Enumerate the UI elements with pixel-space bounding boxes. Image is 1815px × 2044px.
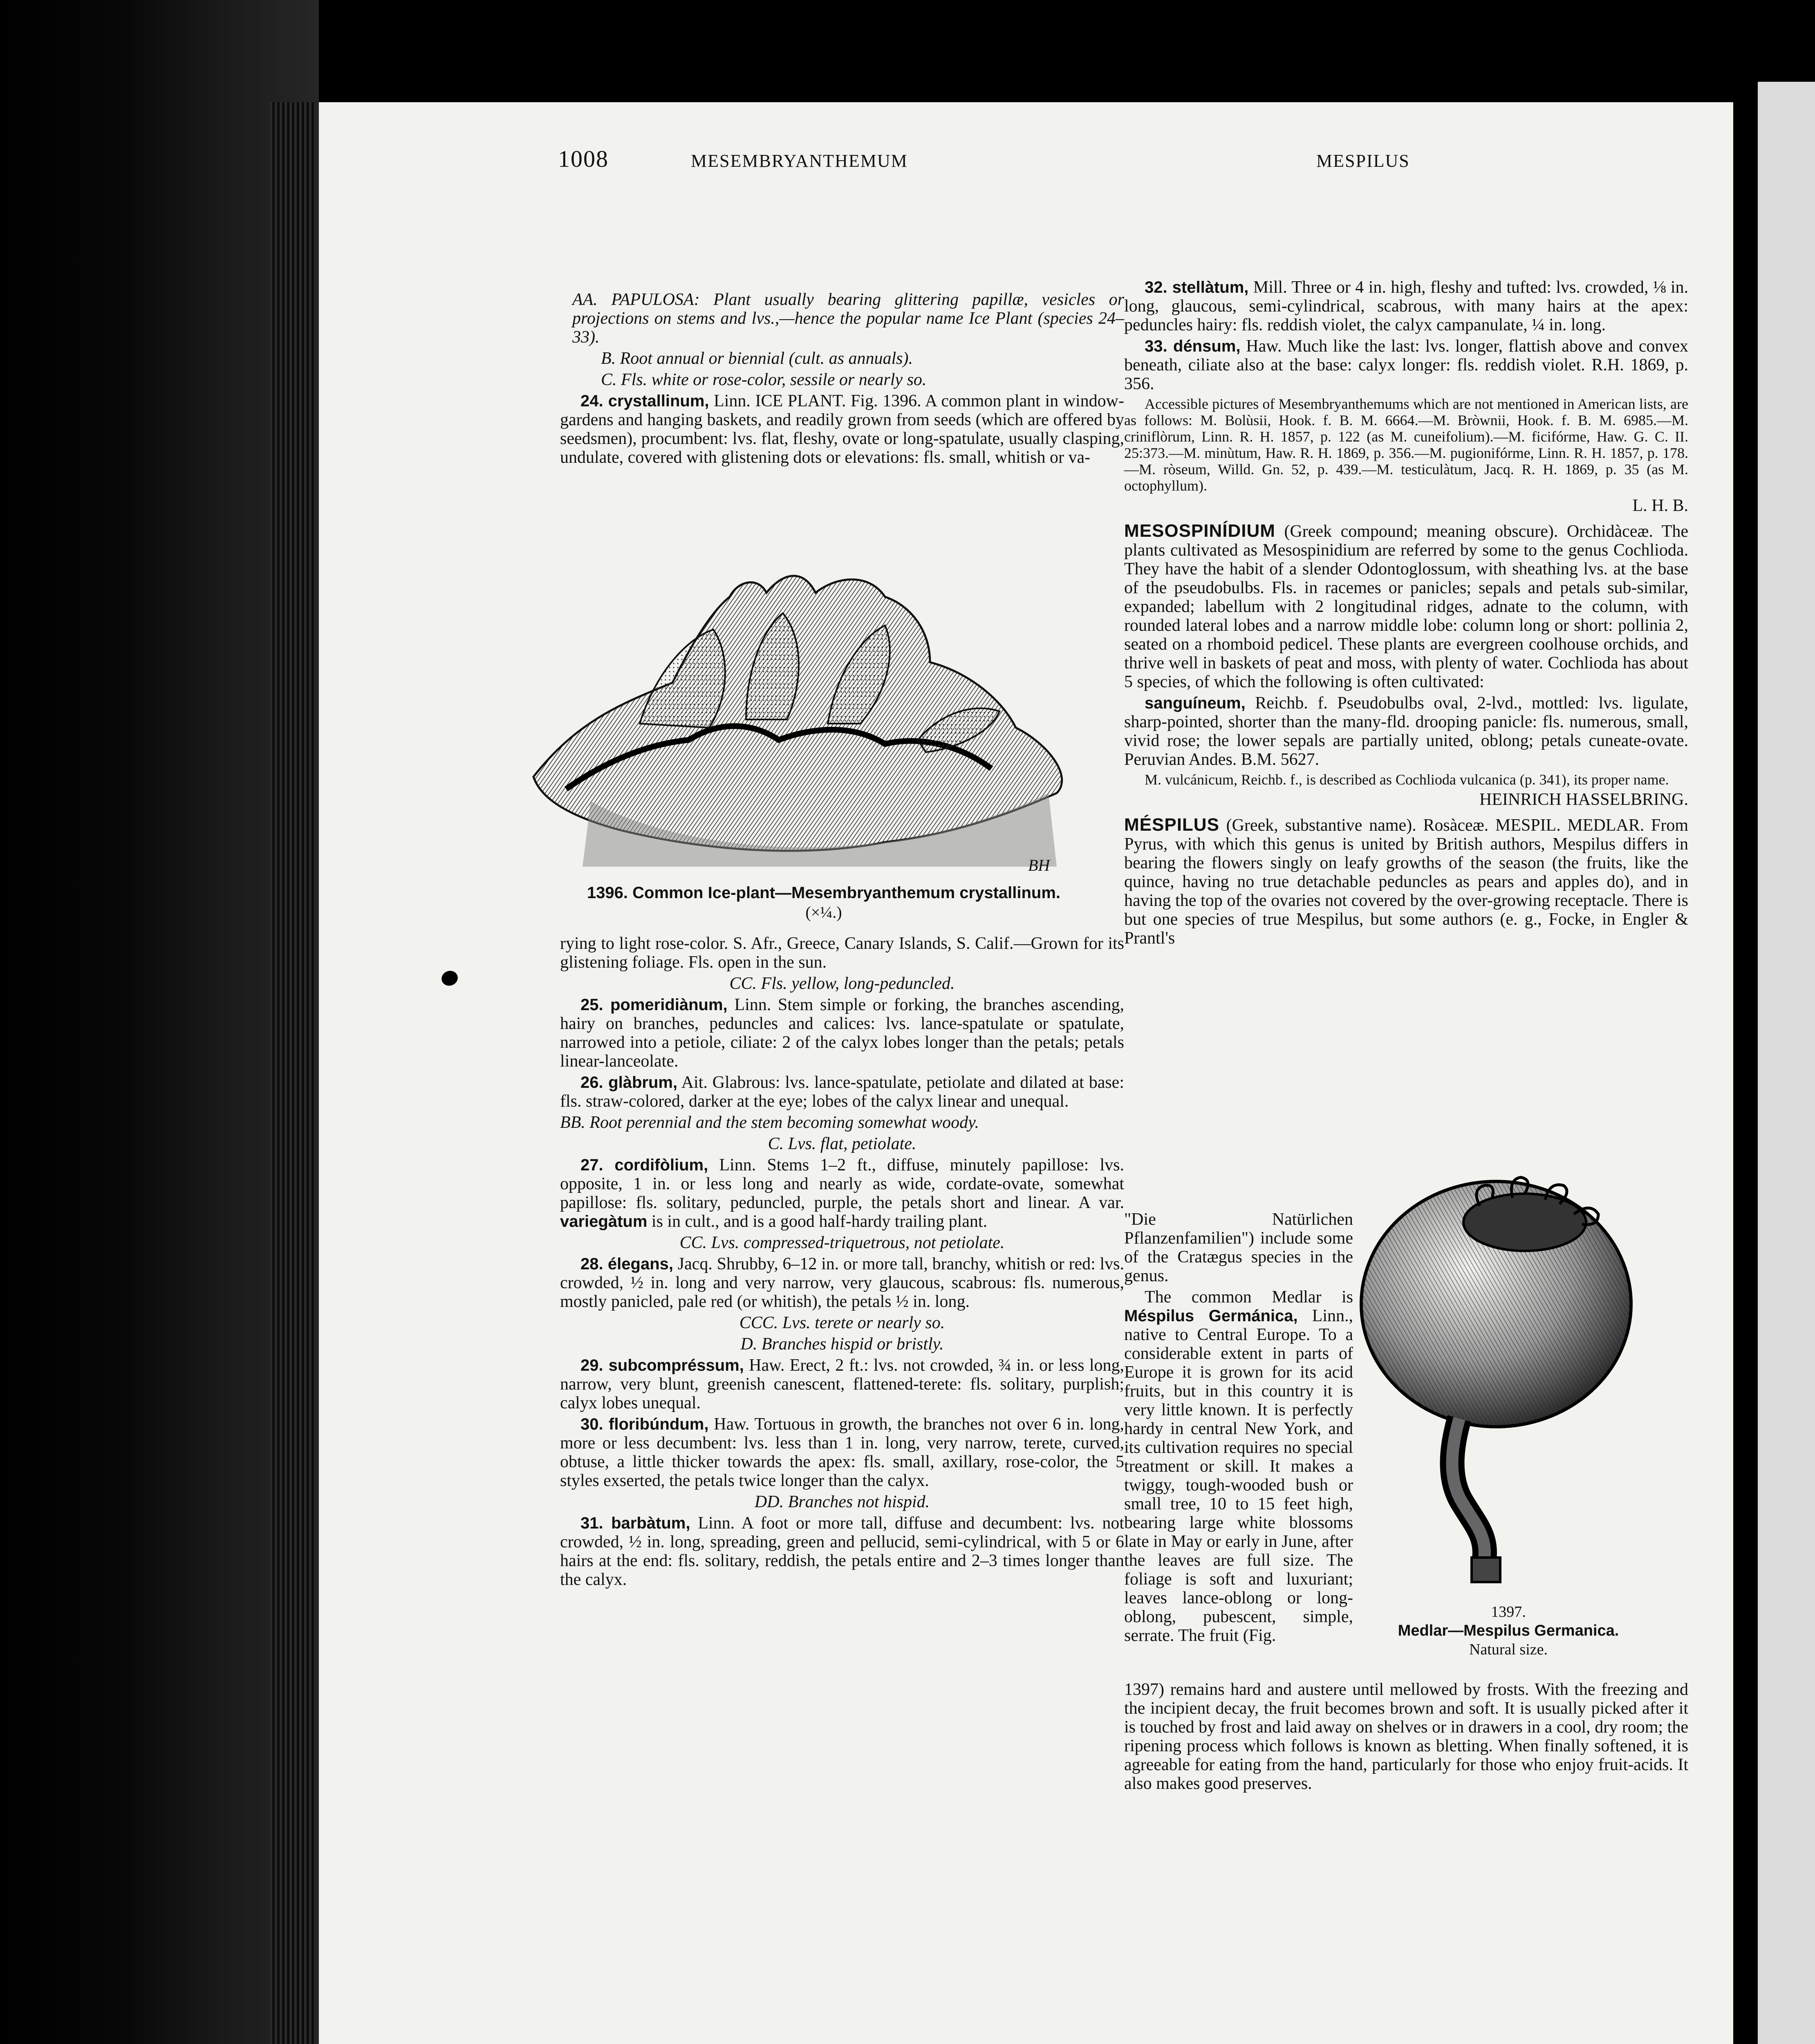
species-33-name: 33. dénsum, xyxy=(1145,337,1241,355)
key-cc-2: CC. Lvs. compressed-triquetrous, not petiolate. xyxy=(679,1233,1005,1252)
mespilus-entry xyxy=(1124,816,1688,948)
right-column-top xyxy=(1124,278,1688,950)
mesospinidium-entry xyxy=(1124,522,1688,691)
figure-1397-number: 1397. xyxy=(1491,1603,1526,1620)
species-27-name: 27. cordifòlium, xyxy=(580,1156,708,1174)
figure-1397-caption-text: Medlar—Mespilus Germanica. xyxy=(1398,1622,1619,1639)
key-bb: BB. Root perennial and the stem becoming somewhat woody. xyxy=(560,1113,979,1132)
page-edges xyxy=(270,102,315,2044)
left-running-title: MESEMBRYANTHEMUM xyxy=(691,151,908,171)
species-28 xyxy=(560,1255,1124,1311)
vulcanicum-note: M. vulcánicum, Reichb. f., is described as Cochlioda vulcanica (p. 341), its proper name. xyxy=(1145,771,1669,788)
svg-text:BH: BH xyxy=(1028,856,1050,874)
key-c-2: C. Lvs. flat, petiolate. xyxy=(768,1134,916,1153)
medlar-illustration xyxy=(1349,1169,1660,1598)
medlar-text: Linn., native to Central Europe. To a considerable extent in parts of Europe it is grown for its acid fruits, but in this country it is very little known. It is perfectly hardy in central New York, and its cultivation requires no special treatment or skill. It makes a twiggy, tough-wooded bush or small tree, 10 to 15 feet high, bearing large white blossoms late in May or early in June, after the leaves are full size. The foliage is soft and luxuriant; leaves lance-oblong or long-oblong, pubescent, simple, serrate. The fruit (Fig. xyxy=(1124,1307,1353,1645)
species-33 xyxy=(1124,337,1688,393)
left-column-top xyxy=(560,290,1124,469)
ice-plant-illustration xyxy=(517,548,1089,895)
key-b: B. Root annual or biennial (cult. as annuals). xyxy=(601,349,913,368)
species-25-name: 25. pomeridiànum, xyxy=(580,996,728,1014)
species-30 xyxy=(560,1415,1124,1490)
species-24-text: Linn. ICE PLANT. Fig. 1396. A common plant in window-gardens and hanging baskets, and readily grown from seeds (which are offered by seedsmen), procumbent: lvs. flat, fleshy, ovate or long-spatulate, usually clasping, undulate, covered with glistening dots or elevations: fls. small, whitish or va- xyxy=(560,392,1124,467)
left-column-bottom xyxy=(560,934,1124,1591)
right-running-title: MESPILUS xyxy=(1316,151,1410,171)
species-32 xyxy=(1124,278,1688,334)
sanguineum-name: sanguíneum, xyxy=(1145,694,1246,712)
species-26-text: Ait. Glabrous: lvs. lance-spatulate, petiolate and dilated at base: fls. straw-colored, darker at the eye; lobes of the calyx linear and unequal. xyxy=(560,1073,1124,1111)
page-number: 1008 xyxy=(558,146,609,172)
species-25 xyxy=(560,995,1124,1071)
figure-1397-caption xyxy=(1349,1602,1668,1659)
key-cc-1: CC. Fls. yellow, long-peduncled. xyxy=(729,974,955,993)
medlar-end: 1397) remains hard and austere until mellowed by frosts. With the freezing and the incipient decay, the fruit becomes brown and soft. It is usually picked after it is touched by frost and laid away on shelves or in drawers in a cool, dry room; the ripening process which follows is known as bletting. When finally softened, it is agreeable for eating from the hand, particularly for those who enjoy fruit-acids. It also makes good preserves. xyxy=(1124,1680,1688,1793)
figure-1397-scale: Natural size. xyxy=(1469,1641,1548,1658)
species-31-text: Linn. A foot or more tall, diffuse and decumbent: lvs. not crowded, ½ in. long, spreading, green and pellucid, semi-cylindrical, with 5 or 6 hairs at the end: fls. solitary, reddish, the petals entire and 2–3 times longer than the calyx. xyxy=(560,1514,1125,1589)
species-29-text: Haw. Erect, 2 ft.: lvs. not crowded, ¾ in. or less long, narrow, very blunt, greenish canescent, flattened-terete: fls. solitary, purplish; calyx lobes unequal. xyxy=(560,1356,1124,1412)
species-24-name: 24. crystallinum, xyxy=(580,392,709,410)
sanguineum-entry xyxy=(1124,694,1688,769)
signature-lhb: L. H. B. xyxy=(1632,496,1688,515)
figure-1396-caption xyxy=(568,883,1079,922)
right-column-narrow xyxy=(1124,1210,1353,1647)
key-aa: AA. PAPULOSA: Plant usually bearing glittering papillæ, vesicles or projections on stems and lvs.,—hence the popular name Ice Plant (species 24–33). xyxy=(572,290,1124,347)
species-26-name: 26. glàbrum, xyxy=(580,1074,678,1091)
figure-1396-caption-text: 1396. Common Ice-plant—Mesembryanthemum crystallinum. xyxy=(587,884,1061,902)
species-25-text: Linn. Stem simple or forking, the branches ascending, hairy on branches, peduncles and calices: lvs. lance-spatulate or spatulate, narrowed into a petiole, ciliate: 2 of the calyx lobes longer than the petals; petals linear-lanceolate. xyxy=(560,995,1124,1071)
species-28-name: 28. élegans, xyxy=(580,1255,674,1273)
figure-1396-scale: (×¼.) xyxy=(805,903,842,921)
species-32-text: Mill. Three or 4 in. high, fleshy and tufted: lvs. crowded, ⅛ in. long, glaucous, semi-cylindrical, scabrous, with many hairs at the apex: peduncles hairy: fls. reddish violet, the calyx campanulate, ¼ in. long. xyxy=(1124,278,1689,334)
mespilus-text: (Greek, substantive name). Rosàceæ. MESPIL. MEDLAR. From Pyrus, with which this genus is united by British authors, Mespilus differs in bearing the flowers singly on leafy growths of the season (the fruits, like the quince, having no true detachable peduncles as pears and apples do), and in having the top of the ovaries not covered by the over-growing receptacle. There is but one species of true Mespilus, but some authors (e. g., Focke, in Engler & Prantl's xyxy=(1124,816,1689,948)
species-24-continued: rying to light rose-color. S. Afr., Greece, Canary Islands, S. Calif.—Grown for its glistening foliage. Fls. open in the sun. xyxy=(560,934,1124,972)
species-29-name: 29. subcompréssum, xyxy=(580,1356,744,1374)
species-33-text: Haw. Much like the last: lvs. longer, flattish above and convex beneath, ciliate also at the base: calyx longer: fls. reddish violet. R.H. 1869, p. 356. xyxy=(1124,337,1688,393)
species-27 xyxy=(560,1156,1124,1231)
mesospinidium-text: (Greek compound; meaning obscure). Orchidàceæ. The plants cultivated as Mesospinidium are referred by some to the genus Cochlioda. They have the habit of a slender Odontoglossum, with sheathing lvs. at the base of the pseudobulbs. Fls. in racemes or panicles; sepals and petals sub-similar, expanded; labellum with 2 longitudinal ridges, adnate to the column, with rounded lateral lobes and a narrow middle lobe: column long or short: pollinia 2, seated on a rhomboid pedicel. These plants are evergreen coolhouse orchids, and thrive well in baskets of peat and moss, with plenty of water. Cochlioda has about 5 species, of which the following is often cultivated: xyxy=(1124,522,1688,691)
species-30-text: Haw. Tortuous in growth, the branches not over 6 in. long, more or less decumbent: lvs. less than 1 in. long, very narrow, terete, curved, obtuse, a little thicker towards the apex: fls. small, axillary, rose-color, the 5 styles exserted, the petals twice longer than the calyx. xyxy=(560,1415,1125,1490)
signature-hasselbring: HEINRICH HASSELBRING. xyxy=(1479,790,1688,809)
medlar-intro: The common Medlar is xyxy=(1145,1288,1353,1307)
mespilus-heading: MÉSPILUS xyxy=(1124,815,1219,835)
species-26 xyxy=(560,1073,1124,1111)
medlar-entry xyxy=(1124,1288,1353,1645)
mesospinidium-heading: MESOSPINÍDIUM xyxy=(1124,521,1275,541)
key-c: C. Fls. white or rose-color, sessile or nearly so. xyxy=(601,370,927,389)
species-27-text: Linn. Stems 1–2 ft., diffuse, minutely papillose: lvs. opposite, 1 in. or less long and nearly as wide, cordate-ovate, somewhat papillose: fls. solitary, peduncled, purple, the petals short and linear. A var. xyxy=(560,1156,1125,1212)
key-dd: DD. Branches not hispid. xyxy=(754,1493,930,1511)
species-28-text: Jacq. Shrubby, 6–12 in. or more tall, branchy, whitish or red: lvs. crowded, ½ in. long and very narrow, very glaucous, scabrous: fls. numerous, mostly panicled, pale red (or whitish), the petals ½ in. long. xyxy=(560,1255,1124,1311)
mespilus-narrow: "Die Natürlichen Pflanzenfamilien") include some of the Cratægus species in the genus. xyxy=(1124,1210,1353,1285)
species-29 xyxy=(560,1356,1124,1412)
species-27-variety: variegàtum xyxy=(560,1213,648,1230)
species-31-name: 31. barbàtum, xyxy=(580,1514,690,1532)
key-d: D. Branches hispid or bristly. xyxy=(740,1335,944,1354)
pictures-note: Accessible pictures of Mesembryanthemums which are not mentioned in American lists, are as follows: M. Bolùsii, Hook. f. B. M. 6664.—M. Bròwnii, Hook. f. B. M. 6985.—M. criniflòrum, Linn. R. H. 1857, p. 122 (as M. cuneifolium).—M. ficifórme, Haw. G. C. II. 25:373.—M. minùtum, Haw. R. H. 1869, p. 356.—M. pugionifórme, Linn. R. H. 1857, p. 178.—M. ròseum, Willd. Gn. 52, p. 439.—M. testiculàtum, Jacq. R. H. 1869, p. 35 (as M. octophyllum). xyxy=(1124,396,1688,494)
key-ccc: CCC. Lvs. terete or nearly so. xyxy=(739,1313,945,1332)
species-24 xyxy=(560,392,1124,467)
species-27-end: is in cult., and is a good half-hardy trailing plant. xyxy=(651,1212,988,1231)
right-column-bottom xyxy=(1124,1680,1688,1795)
sanguineum-text: Reichb. f. Pseudobulbs oval, 2-lvd., mottled: lvs. ligulate, sharp-pointed, shorter than the many-fld. drooping panicle: fls. numerous, small, vivid rose; the lower sepals are partially united, oblong; petals cuneate-ovate. Peruvian Andes. B.M. 5627. xyxy=(1124,694,1688,769)
species-32-name: 32. stellàtum, xyxy=(1145,278,1249,296)
species-31 xyxy=(560,1514,1124,1589)
species-30-name: 30. floribúndum, xyxy=(580,1415,709,1433)
medlar-name: Méspilus Germánica, xyxy=(1124,1307,1298,1325)
next-page-edge xyxy=(1758,82,1815,2044)
